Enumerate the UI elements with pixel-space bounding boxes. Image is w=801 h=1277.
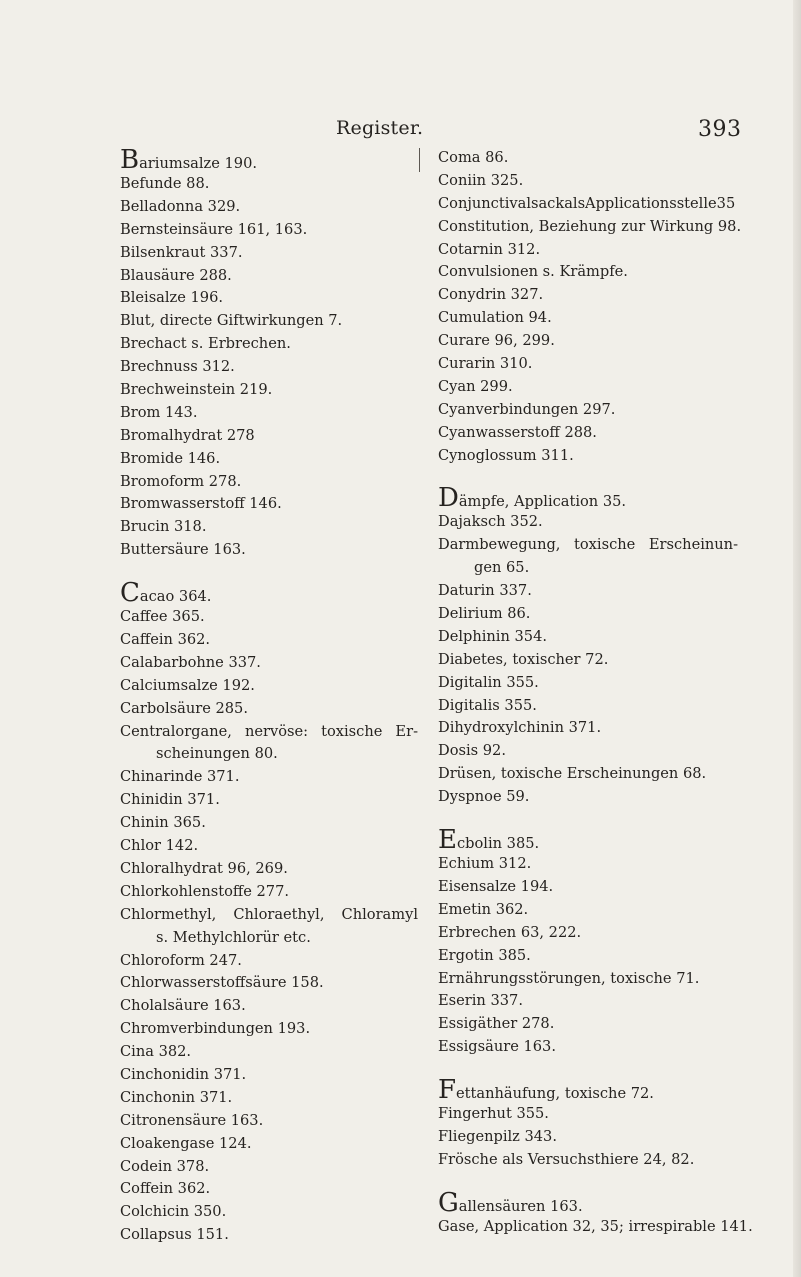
index-entry: Dosis 92.	[438, 742, 506, 760]
section-gap	[438, 467, 738, 477]
index-entry: Centralorgane, nervöse: toxische Er-	[120, 722, 418, 740]
index-entry: Chlorkohlenstoffe 277.	[120, 882, 290, 900]
section-gap	[438, 1172, 738, 1182]
index-entry: Cinchonin 371.	[120, 1088, 233, 1106]
index-entry: Buttersäure 163.	[120, 541, 246, 559]
running-title: Register.	[336, 117, 424, 139]
index-entry: Conydrin 327.	[438, 286, 544, 304]
index-entry: Bromwasserstoff 146.	[120, 495, 282, 513]
index-entry: Chinin 365.	[120, 814, 206, 832]
index-entry-continuation: s. Methylchlorür etc.	[156, 928, 311, 946]
index-entry: Eisensalze 194.	[438, 877, 554, 895]
index-entry: Cyanwasserstoff 288.	[438, 423, 597, 441]
index-entry: Gase, Application 32, 35; irrespirable 141.	[438, 1217, 753, 1235]
index-entry: Echium 312.	[438, 855, 532, 873]
index-entry: Diabetes, toxischer 72.	[438, 650, 609, 668]
index-entry: Darmbewegung, toxische Erscheinun-	[438, 536, 738, 554]
index-entry: Daturin 337.	[438, 582, 532, 600]
index-entry: Essigäther 278.	[438, 1015, 555, 1033]
index-entry: Brucin 318.	[120, 518, 207, 536]
index-entry: Chlormethyl, Chloraethyl, Chloramyl	[120, 905, 418, 923]
index-entry: Colchicin 350.	[120, 1203, 227, 1221]
section-gap	[438, 809, 738, 819]
index-entry: Cacao 364.	[120, 578, 212, 609]
index-entry: Coniin 325.	[438, 171, 524, 189]
index-entry: Ecbolin 385.	[438, 825, 540, 856]
index-entry: Curare 96, 299.	[438, 332, 555, 350]
index-section	[438, 147, 742, 467]
index-entry: Fettanhäufung, toxische 72.	[438, 1075, 654, 1106]
index-entry: Fliegenpilz 343.	[438, 1127, 557, 1145]
index-column-right	[438, 147, 753, 1239]
section-gap	[120, 562, 418, 572]
index-entry: Bariumsalze 190.	[120, 145, 258, 175]
index-entry: Chlorwasserstoffsäure 158.	[120, 974, 324, 992]
index-entry: Cloakengase 124.	[120, 1134, 252, 1152]
page-edge	[793, 0, 801, 1277]
index-entry: Cholalsäure 163.	[120, 997, 246, 1015]
index-entry: Codein 378.	[120, 1157, 210, 1175]
index-section	[438, 1187, 753, 1239]
index-section	[120, 147, 418, 562]
index-entry: Collapsus 151.	[120, 1226, 229, 1244]
index-entry: Bilsenkraut 337.	[120, 243, 243, 261]
index-entry: Bromide 146.	[120, 449, 221, 467]
index-entry: Bromalhydrat 278	[120, 426, 255, 444]
index-section	[438, 485, 738, 809]
index-entry-continuation: scheinungen 80.	[156, 745, 278, 763]
index-entry: Cumulation 94.	[438, 309, 552, 327]
page-number: 393	[698, 117, 742, 142]
index-entry: Brechact s. Erbrechen.	[120, 335, 291, 353]
index-entry: Chloroform 247.	[120, 951, 242, 969]
index-entry: Belladonna 329.	[120, 197, 241, 215]
index-entry: Carbolsäure 285.	[120, 699, 248, 717]
index-entry: Dajaksch 352.	[438, 513, 543, 531]
index-entry: Curarin 310.	[438, 355, 533, 373]
index-entry: Fingerhut 355.	[438, 1105, 549, 1123]
index-entry: Coffein 362.	[120, 1180, 211, 1198]
index-entry: Ergotin 385.	[438, 946, 531, 964]
index-entry: Chinarinde 371.	[120, 768, 240, 786]
index-entry: Bromoform 278.	[120, 472, 242, 490]
index-entry: Emetin 362.	[438, 900, 529, 918]
index-entry-continuation: gen 65.	[474, 559, 530, 577]
section-gap	[438, 1059, 738, 1069]
index-entry: Constitution, Beziehung zur Wirkung 98.	[438, 217, 742, 235]
index-entry: Dihydroxylchinin 371.	[438, 719, 602, 737]
index-entry: Eserin 337.	[438, 992, 523, 1010]
index-entry: Essigsäure 163.	[438, 1038, 556, 1056]
index-entry: Cotarnin 312.	[438, 240, 541, 258]
index-entry: Citronensäure 163.	[120, 1111, 264, 1129]
index-entry: Blausäure 288.	[120, 266, 232, 284]
index-entry: Caffee 365.	[120, 608, 205, 626]
index-entry: Cyan 299.	[438, 377, 513, 395]
index-entry: Chromverbindungen 193.	[120, 1020, 311, 1038]
index-entry: Drüsen, toxische Erscheinungen 68.	[438, 765, 707, 783]
index-entry: Cina 382.	[120, 1043, 192, 1061]
index-entry: Ernährungsstörungen, toxische 71.	[438, 969, 700, 987]
index-entry: Cinchonidin 371.	[120, 1065, 247, 1083]
index-entry: Bleisalze 196.	[120, 289, 224, 307]
index-entry: Gallensäuren 163.	[438, 1187, 583, 1218]
index-entry: Frösche als Versuchsthiere 24, 82.	[438, 1150, 695, 1168]
index-entry: Cyanverbindungen 297.	[438, 400, 616, 418]
column-divider	[419, 148, 420, 172]
index-section	[438, 827, 738, 1059]
index-entry: Calabarbohne 337.	[120, 653, 261, 671]
index-entry: Chloralhydrat 96, 269.	[120, 859, 288, 877]
index-entry: Coma 86.	[438, 149, 509, 166]
index-section	[120, 580, 418, 1247]
index-entry: Dyspnoe 59.	[438, 788, 530, 806]
index-section	[438, 1077, 738, 1172]
index-entry: Delirium 86.	[438, 605, 531, 623]
index-entry: Convulsionen s. Krämpfe.	[438, 263, 628, 281]
index-entry: Brechnuss 312.	[120, 358, 235, 376]
index-column-left	[120, 147, 418, 1247]
index-entry: Chinidin 371.	[120, 791, 220, 809]
index-entry: Digitalis 355.	[438, 696, 537, 714]
page-header	[0, 117, 801, 147]
index-entry: Caffein 362.	[120, 631, 211, 649]
index-entry: Dämpfe, Application 35.	[438, 483, 627, 514]
index-entry: ConjunctivalsackalsApplicationsstelle35	[438, 194, 736, 212]
index-entry: Delphinin 354.	[438, 627, 548, 645]
index-entry: Bernsteinsäure 161, 163.	[120, 220, 308, 238]
index-entry: Brom 143.	[120, 403, 198, 421]
index-entry: Erbrechen 63, 222.	[438, 923, 582, 941]
index-entry: Cynoglossum 311.	[438, 446, 574, 464]
index-entry: Digitalin 355.	[438, 673, 539, 691]
index-entry: Blut, directe Giftwirkungen 7.	[120, 312, 343, 330]
index-entry: Brechweinstein 219.	[120, 381, 273, 399]
index-entry: Calciumsalze 192.	[120, 676, 255, 694]
index-entry: Chlor 142.	[120, 837, 199, 855]
index-entry: Befunde 88.	[120, 175, 210, 192]
